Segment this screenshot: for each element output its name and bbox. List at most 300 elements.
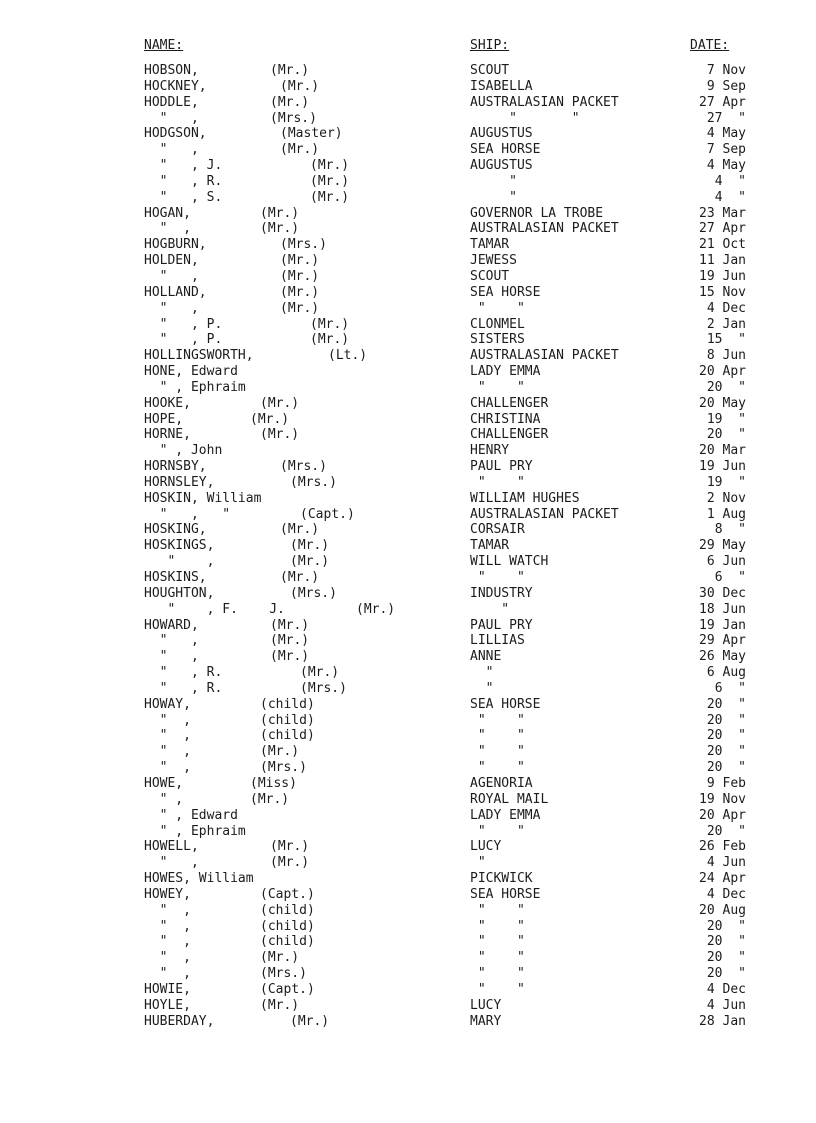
- passenger-title: (Mr.): [260, 997, 300, 1013]
- passenger-title: (child): [260, 902, 315, 918]
- list-item: [0, 317, 816, 333]
- arrival-date: 20 ": [706, 823, 746, 839]
- arrival-date: 4 Dec: [706, 300, 746, 316]
- list-item: [0, 824, 816, 840]
- passenger-title: (Mrs.): [260, 760, 307, 776]
- ship-name: ANNE: [470, 649, 502, 665]
- arrival-date: 27 ": [706, 110, 746, 126]
- arrival-date: 21 Oct: [699, 237, 746, 253]
- ship-name: GOVERNOR LA TROBE: [470, 205, 604, 221]
- arrival-date: 6 ": [714, 680, 746, 696]
- list-item: [0, 126, 816, 142]
- passenger-title: (Mr.): [310, 158, 350, 174]
- arrival-date: 23 Mar: [699, 205, 746, 221]
- arrival-date: 20 ": [706, 712, 746, 728]
- passenger-name: " ,: [144, 950, 191, 966]
- ship-name: CLONMEL: [470, 316, 525, 332]
- passenger-title: (Mrs.): [280, 459, 327, 475]
- passenger-name: HORNSBY,: [144, 459, 207, 475]
- ship-name: SISTERS: [470, 332, 525, 348]
- arrival-date: 27 Apr: [699, 94, 746, 110]
- arrival-date: 9 Feb: [706, 775, 746, 791]
- arrival-date: 20 ": [706, 918, 746, 934]
- passenger-name: HOGAN,: [144, 205, 191, 221]
- passenger-name: HODDLE,: [144, 94, 199, 110]
- name-column-header: NAME:: [144, 38, 184, 53]
- arrival-date: 7 Sep: [706, 142, 746, 158]
- list-item: [0, 602, 816, 618]
- passenger-name: " ,: [144, 902, 191, 918]
- passenger-name: " , Edward: [144, 807, 238, 823]
- arrival-date: 20 ": [706, 696, 746, 712]
- arrival-date: 26 May: [699, 649, 746, 665]
- passenger-name: HOLLAND,: [144, 284, 207, 300]
- passenger-title: (Mr.): [270, 617, 310, 633]
- list-item: [0, 554, 816, 570]
- passenger-title: (Mr.): [290, 554, 330, 570]
- ship-name: LADY EMMA: [470, 807, 541, 823]
- arrival-date: 19 Nov: [699, 791, 746, 807]
- list-item: [0, 95, 816, 111]
- list-item: [0, 206, 816, 222]
- arrival-date: 20 ": [706, 427, 746, 443]
- arrival-date: 19 Jan: [699, 617, 746, 633]
- arrival-date: 4 Dec: [706, 886, 746, 902]
- passenger-title: (Capt.): [260, 886, 315, 902]
- list-item: [0, 142, 816, 158]
- passenger-name: HOOKE,: [144, 395, 191, 411]
- ship-name: ": [470, 173, 517, 189]
- passenger-name: " , R.: [144, 680, 223, 696]
- passenger-title: (Mrs.): [270, 110, 317, 126]
- list-item: [0, 364, 816, 380]
- list-item: [0, 190, 816, 206]
- arrival-date: 20 Aug: [699, 902, 746, 918]
- arrival-date: 20 ": [706, 950, 746, 966]
- ship-name: " ": [470, 950, 525, 966]
- list-item: [0, 681, 816, 697]
- arrival-date: 27 Apr: [699, 221, 746, 237]
- ship-name: AUSTRALASIAN PACKET: [470, 348, 619, 364]
- list-item: [0, 776, 816, 792]
- passenger-name: " ,: [144, 554, 215, 570]
- passenger-title: (Mr.): [280, 142, 320, 158]
- ship-name: " ": [470, 934, 525, 950]
- list-item: [0, 174, 816, 190]
- list-item: [0, 63, 816, 79]
- ship-name: SEA HORSE: [470, 696, 541, 712]
- passenger-title: (Mrs.): [280, 237, 327, 253]
- passenger-name: HOWELL,: [144, 839, 199, 855]
- arrival-date: 30 Dec: [699, 585, 746, 601]
- list-item: [0, 728, 816, 744]
- passenger-name: HOSKINGS,: [144, 538, 215, 554]
- ship-name: AUSTRALASIAN PACKET: [470, 94, 619, 110]
- arrival-date: 4 ": [714, 173, 746, 189]
- passenger-name: HOSKIN, William: [144, 490, 262, 506]
- list-item: [0, 522, 816, 538]
- list-item: [0, 380, 816, 396]
- passenger-name: " ,: [144, 728, 191, 744]
- passenger-title: (Mr.): [290, 1013, 330, 1029]
- arrival-date: 20 May: [699, 395, 746, 411]
- passenger-name: " , Ephraim: [144, 379, 246, 395]
- arrival-date: 6 Jun: [706, 554, 746, 570]
- passenger-title: (Mr.): [280, 268, 320, 284]
- arrival-date: 6 ": [714, 570, 746, 585]
- passenger-name: HONE, Edward: [144, 364, 238, 380]
- list-item: [0, 79, 816, 95]
- passenger-title: (Mr.): [260, 395, 300, 411]
- ship-name: SEA HORSE: [470, 284, 541, 300]
- arrival-date: 20 ": [706, 966, 746, 982]
- list-item: [0, 966, 816, 982]
- ship-name: ": [470, 601, 510, 617]
- ship-name: AUSTRALASIAN PACKET: [470, 506, 619, 522]
- arrival-date: 1 Aug: [706, 506, 746, 522]
- list-item: [0, 1014, 816, 1030]
- ship-name: SEA HORSE: [470, 886, 541, 902]
- passenger-title: (Capt.): [300, 506, 355, 522]
- list-item: [0, 697, 816, 713]
- ship-name: ": [470, 665, 494, 681]
- arrival-date: 2 Jan: [706, 316, 746, 332]
- arrival-date: 4 Jun: [706, 855, 746, 871]
- list-item: [0, 808, 816, 824]
- passenger-title: (Mrs.): [300, 680, 347, 696]
- arrival-date: 4 May: [706, 126, 746, 142]
- passenger-title: (Mr.): [260, 427, 300, 443]
- passenger-name: " ,: [144, 221, 191, 237]
- ship-name: ROYAL MAIL: [470, 791, 549, 807]
- list-item: [0, 332, 816, 348]
- list-item: [0, 744, 816, 760]
- arrival-date: 26 Feb: [699, 839, 746, 855]
- ship-name: LADY EMMA: [470, 364, 541, 380]
- passenger-title: (Mr.): [270, 63, 310, 78]
- passenger-title: (child): [260, 934, 315, 950]
- ship-name: " ": [470, 110, 580, 126]
- passenger-name: " , John: [144, 443, 223, 459]
- list-item: [0, 839, 816, 855]
- list-item: [0, 649, 816, 665]
- passenger-name: " ,: [144, 744, 191, 760]
- ship-name: INDUSTRY: [470, 585, 533, 601]
- passenger-name: " ,: [144, 300, 199, 316]
- list-item: [0, 855, 816, 871]
- passenger-name: HOWARD,: [144, 617, 199, 633]
- passenger-title: (Mr.): [310, 332, 350, 348]
- arrival-date: 19 Jun: [699, 459, 746, 475]
- arrival-date: 18 Jun: [699, 601, 746, 617]
- arrival-date: 15 Nov: [699, 284, 746, 300]
- list-item: [0, 538, 816, 554]
- ship-name: " ": [470, 300, 525, 316]
- passenger-name: " ,: [144, 934, 191, 950]
- list-item: [0, 443, 816, 459]
- ship-name: WILL WATCH: [470, 554, 549, 570]
- list-item: [0, 158, 816, 174]
- passenger-title: (Mr.): [280, 253, 320, 269]
- list-item: [0, 396, 816, 412]
- passenger-name: HORNSLEY,: [144, 474, 215, 490]
- passenger-name: " ,: [144, 268, 199, 284]
- passenger-title: (child): [260, 712, 315, 728]
- ship-name: " ": [470, 981, 525, 997]
- ship-name: CHALLENGER: [470, 395, 549, 411]
- ship-name: CORSAIR: [470, 522, 525, 538]
- ship-name: MARY: [470, 1013, 502, 1029]
- ship-name: LUCY: [470, 997, 502, 1013]
- arrival-date: 20 Mar: [699, 443, 746, 459]
- ship-name: " ": [470, 966, 525, 982]
- passenger-name: " , S.: [144, 189, 223, 205]
- passenger-title: (Mrs.): [290, 474, 337, 490]
- passenger-title: (Mr.): [260, 221, 300, 237]
- passenger-name: " , R.: [144, 665, 223, 681]
- passenger-name: HOCKNEY,: [144, 78, 207, 94]
- arrival-date: 20 Apr: [699, 364, 746, 380]
- arrival-date: 28 Jan: [699, 1013, 746, 1029]
- passenger-name: HOWIE,: [144, 981, 191, 997]
- arrival-date: 4 ": [714, 189, 746, 205]
- ship-name: HENRY: [470, 443, 510, 459]
- list-item: [0, 760, 816, 776]
- ship-name: ": [470, 855, 486, 871]
- ship-name: SEA HORSE: [470, 142, 541, 158]
- passenger-title: (Mr.): [270, 855, 310, 871]
- arrival-date: 29 May: [699, 538, 746, 554]
- arrival-date: 20 ": [706, 744, 746, 760]
- ship-name: " ": [470, 728, 525, 744]
- passenger-name: HOLDEN,: [144, 253, 199, 269]
- arrival-date: 19 ": [706, 474, 746, 490]
- arrival-date: 4 Dec: [706, 981, 746, 997]
- list-item: [0, 586, 816, 602]
- list-item: [0, 507, 816, 523]
- arrival-date: 4 Jun: [706, 997, 746, 1013]
- passenger-name: " ,: [144, 633, 199, 649]
- passenger-title: (Mr.): [260, 744, 300, 760]
- list-item: [0, 982, 816, 998]
- arrival-date: 15 ": [706, 332, 746, 348]
- ship-name: LUCY: [470, 839, 502, 855]
- passenger-name: HOYLE,: [144, 997, 191, 1013]
- arrival-date: 2 Nov: [706, 490, 746, 506]
- passenger-title: (Mr.): [260, 950, 300, 966]
- list-item: [0, 903, 816, 919]
- arrival-date: 20 Apr: [699, 807, 746, 823]
- passenger-title: (child): [260, 918, 315, 934]
- arrival-date: 8 ": [714, 522, 746, 538]
- passenger-name: " , P.: [144, 332, 223, 348]
- list-item: [0, 633, 816, 649]
- passenger-title: (Mr.): [280, 522, 320, 538]
- passenger-title: (Mr.): [280, 78, 320, 94]
- list-item: [0, 412, 816, 428]
- passenger-name: HUBERDAY,: [144, 1013, 215, 1029]
- passenger-name: " , P.: [144, 316, 223, 332]
- arrival-date: 20 ": [706, 379, 746, 395]
- ship-name: TAMAR: [470, 538, 510, 554]
- passenger-name: " , ": [144, 506, 231, 522]
- list-item: [0, 301, 816, 317]
- passenger-title: (Mr.): [260, 205, 300, 221]
- ship-name: TAMAR: [470, 237, 510, 253]
- passenger-title: (Mrs.): [260, 966, 307, 982]
- passenger-name: " ,: [144, 712, 191, 728]
- list-item: [0, 998, 816, 1014]
- ship-name: SCOUT: [470, 268, 510, 284]
- ship-name: " ": [470, 474, 525, 490]
- arrival-date: 7 Nov: [706, 63, 746, 78]
- ship-name: " ": [470, 570, 525, 585]
- passenger-title: (Lt.): [328, 348, 368, 364]
- passenger-title: (Mr.): [310, 316, 350, 332]
- ship-name: CHRISTINA: [470, 411, 541, 427]
- list-item: [0, 950, 816, 966]
- ship-name: " ": [470, 712, 525, 728]
- passenger-name: " , R.: [144, 173, 223, 189]
- passenger-name: HODGSON,: [144, 126, 207, 142]
- list-item: [0, 253, 816, 269]
- passenger-name: " ,: [144, 760, 191, 776]
- passenger-title: (Mr.): [270, 94, 310, 110]
- ship-name: " ": [470, 760, 525, 776]
- arrival-date: 20 ": [706, 728, 746, 744]
- arrival-date: 9 Sep: [706, 78, 746, 94]
- passenger-title: (Mrs.): [290, 585, 337, 601]
- ship-name: JEWESS: [470, 253, 517, 269]
- passenger-title: (Mr.): [280, 284, 320, 300]
- ship-name: ": [470, 189, 517, 205]
- list-item: [0, 237, 816, 253]
- passenger-title: (Mr.): [270, 839, 310, 855]
- list-item: [0, 887, 816, 903]
- list-item: [0, 491, 816, 507]
- ship-name: " ": [470, 918, 525, 934]
- list-item: [0, 427, 816, 443]
- passenger-title: (Mr.): [290, 538, 330, 554]
- arrival-date: 24 Apr: [699, 871, 746, 887]
- passenger-title: (child): [260, 728, 315, 744]
- passenger-title: (child): [260, 696, 315, 712]
- passenger-name: " ,: [144, 649, 199, 665]
- list-item: [0, 459, 816, 475]
- ship-name: AGENORIA: [470, 775, 533, 791]
- list-item: [0, 570, 816, 586]
- passenger-name: " , Ephraim: [144, 823, 246, 839]
- ship-name: AUGUSTUS: [470, 158, 533, 174]
- passenger-title: (Mr.): [300, 665, 340, 681]
- passenger-name: " ,: [144, 791, 184, 807]
- passenger-title: (Mr.): [250, 791, 290, 807]
- list-item: [0, 871, 816, 887]
- passenger-title: (Mr.): [250, 411, 290, 427]
- ship-name: ISABELLA: [470, 78, 533, 94]
- passenger-title: (Mr.): [310, 189, 350, 205]
- list-item: [0, 111, 816, 127]
- ship-name: CHALLENGER: [470, 427, 549, 443]
- passenger-title: (Mr.): [270, 649, 310, 665]
- passenger-name: HORNE,: [144, 427, 191, 443]
- list-item: [0, 475, 816, 491]
- passenger-title: (Mr.): [280, 300, 320, 316]
- ship-name: " ": [470, 744, 525, 760]
- passenger-name: " , J.: [144, 158, 223, 174]
- list-item: [0, 934, 816, 950]
- passenger-name: " ,: [144, 918, 191, 934]
- passenger-name: " ,: [144, 966, 191, 982]
- ship-name: PAUL PRY: [470, 459, 533, 475]
- list-item: [0, 348, 816, 364]
- list-item: [0, 665, 816, 681]
- passenger-title: (Mr.): [356, 601, 396, 617]
- passenger-name: HOWES, William: [144, 871, 254, 887]
- ship-name: PAUL PRY: [470, 617, 533, 633]
- passenger-name: HOUGHTON,: [144, 585, 215, 601]
- ship-column-header: SHIP:: [470, 38, 510, 53]
- passenger-name: HOSKINS,: [144, 570, 207, 585]
- ship-name: LILLIAS: [470, 633, 525, 649]
- arrival-date: 20 ": [706, 934, 746, 950]
- ship-name: AUGUSTUS: [470, 126, 533, 142]
- arrival-date: 19 ": [706, 411, 746, 427]
- passenger-name: " , F. J.: [144, 601, 285, 617]
- list-item: [0, 919, 816, 935]
- list-item: [0, 618, 816, 634]
- arrival-date: 11 Jan: [699, 253, 746, 269]
- list-item: [0, 792, 816, 808]
- ship-name: PICKWICK: [470, 871, 533, 887]
- passenger-name: HOWE,: [144, 775, 184, 791]
- passenger-name: " ,: [144, 855, 199, 871]
- passenger-name: HOWEY,: [144, 886, 191, 902]
- ship-name: ": [470, 680, 494, 696]
- passenger-name: HOWAY,: [144, 696, 191, 712]
- passenger-title: (Mr.): [310, 173, 350, 189]
- list-item: [0, 269, 816, 285]
- passenger-title: (Mr.): [280, 570, 320, 585]
- list-item: [0, 713, 816, 729]
- list-item: [0, 285, 816, 301]
- passenger-name: " ,: [144, 142, 199, 158]
- arrival-date: 19 Jun: [699, 268, 746, 284]
- passenger-list: [0, 63, 816, 1029]
- passenger-title: (Capt.): [260, 981, 315, 997]
- passenger-title: (Mr.): [270, 633, 310, 649]
- passenger-name: HOBSON,: [144, 63, 199, 78]
- list-item: [0, 221, 816, 237]
- arrival-date: 4 May: [706, 158, 746, 174]
- ship-name: " ": [470, 823, 525, 839]
- passenger-name: HOGBURN,: [144, 237, 207, 253]
- passenger-name: HOLLINGSWORTH,: [144, 348, 254, 364]
- passenger-title: (Master): [280, 126, 343, 142]
- ship-name: WILLIAM HUGHES: [470, 490, 580, 506]
- ship-name: SCOUT: [470, 63, 510, 78]
- arrival-date: 8 Jun: [706, 348, 746, 364]
- ship-name: " ": [470, 902, 525, 918]
- ship-name: AUSTRALASIAN PACKET: [470, 221, 619, 237]
- passenger-name: HOPE,: [144, 411, 184, 427]
- arrival-date: 20 ": [706, 760, 746, 776]
- ship-name: " ": [470, 379, 525, 395]
- arrival-date: 29 Apr: [699, 633, 746, 649]
- date-column-header: DATE:: [690, 38, 730, 53]
- passenger-name: " ,: [144, 110, 199, 126]
- passenger-title: (Miss): [250, 775, 297, 791]
